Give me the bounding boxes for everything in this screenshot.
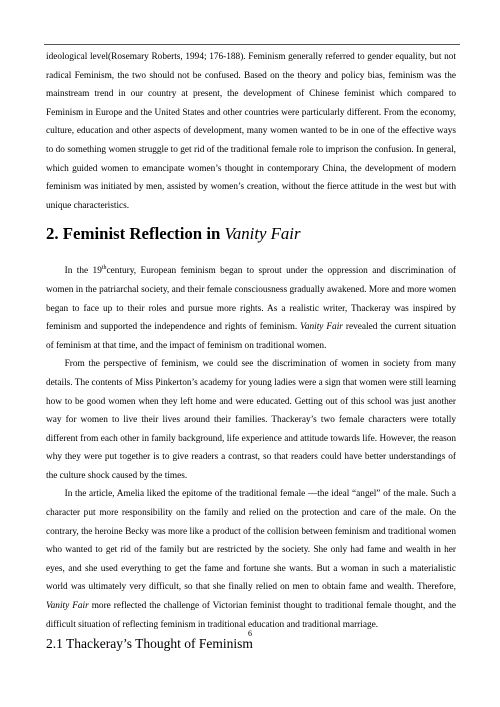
paragraph-continued: ideological level(Rosemary Roberts, 1994; 176-188). Feminism generally referred to gender equality, but not radical Feminism, the two should not be confused. Based on the theory and policy bias, feminism was the mainstream trend in our country at present, the development of Chinese feminist which compared to Feminism in Europe and the United States and other countries were particularly different. From the economy, culture, education and other aspects of development, many women wanted to be in one of the effective ways to do something women struggle to get rid of the traditional female role to imprison the confusion. In general, which guided women to emancipate women’s thought in contemporary China, the development of modern feminism was initiated by men, assisted by women’s creation, without the fierce attitude in the west but with unique characteristics. [46,52,456,211]
p1-italic-title: Vanity Fair [300,322,343,333]
section-heading [46,223,456,245]
page-number: 6 [248,629,252,638]
header-rule [44,44,460,45]
p1-text-a: In the 19 [64,266,102,277]
page-body [46,48,456,654]
p1-superscript: th [101,265,107,272]
section-heading-italic: Vanity Fair [224,224,301,244]
paragraph-1 [46,262,456,355]
p1-text-b: century, European feminism began to sprout under the oppression and discrimination of women in the patriarchal society, and their female consciousness gradually awakened. More and more women began to face up to their roles and pursue more rights. As a realistic writer, Thackeray was inspired by feminism and supported the independence and rights of feminism. [46,266,456,333]
p3-italic-title: Vanity Fair [46,601,89,612]
section-heading-text: 2. Feminist Reflection in [46,224,221,244]
paragraph-2: From the perspective of feminism, we could see the discrimination of women in society from many details. The contents of Miss Pinkerton’s academy for young ladies were a sign that women were still learning how to be good women when they left home and were educated. Getting out of this school was just another way for women to live their lives around their families. Thackeray’s two female characters were totally different from each other in family background, life experience and attitude towards life. However, the reason why they were put together is to give readers a contrast, so that readers could have better understandings of the culture shock caused by the times. [46,359,456,481]
paragraph-3 [46,485,456,634]
p3-text-b: more reflected the challenge of Victorian feminist thought to traditional female thought, and the difficult situation of reflecting feminism in traditional education and traditional marriage. [46,601,457,630]
p1-text-c: revealed the current situation of feminism at that time, and the impact of feminism on traditional women. [46,322,456,351]
p3-text-a: In the article, Amelia liked the epitome of the traditional female —the ideal “angel” of the male. Such a character put more responsibility on the family and relied on the protection and care of the male. On the contrary, the heroine Becky was more like a product of the collision between feminism and traditional women who wanted to get rid of the family but are restricted by the society. She only had fame and wealth in her eyes, and she used everything to get the fame and fortune she wants. But a woman in such a materialistic world was ultimately very difficult, so that she finally relied on men to obtain fame and wealth. Therefore, [46,489,456,593]
subsection-heading: 2.1 Thackeray’s Thought of Feminism [46,636,253,652]
